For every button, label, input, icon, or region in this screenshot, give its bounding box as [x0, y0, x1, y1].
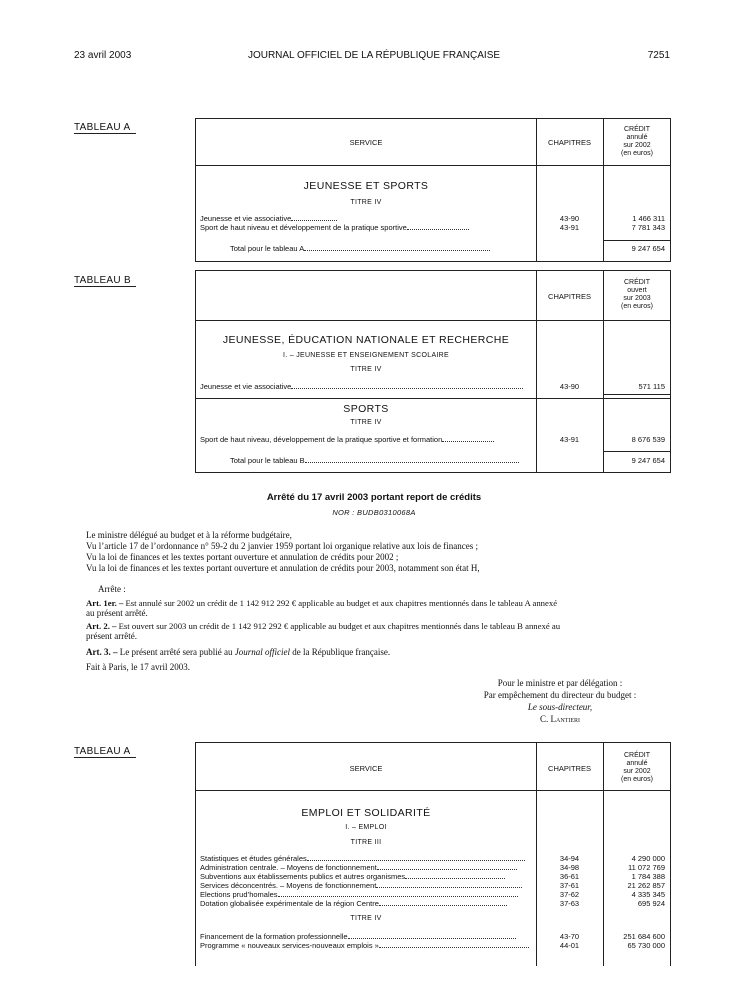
- article-2-cont: présent arrêté.: [86, 631, 137, 641]
- table1-head-credit: CRÉDIT annulé sur 2002 (en euros): [621, 126, 653, 157]
- table2-row2-amount: 8 676 539: [631, 435, 665, 444]
- table3-row5-chapter: 37-62: [559, 890, 580, 899]
- table3-row8-amount: 65 730 000: [627, 941, 665, 950]
- table-row: Jeunesse et vie associative: [200, 214, 337, 223]
- arrete-title: Arrêté du 17 avril 2003 portant report de crédits: [266, 492, 482, 503]
- table-row: Administration centrale. – Moyens de fonctionnement: [200, 863, 517, 872]
- table3-row2-amount: 11 072 769: [628, 863, 665, 872]
- arrete-intro: Le ministre délégué au budget et à la réforme budgétaire,: [86, 530, 292, 540]
- signature-line-2: Par empêchement du directeur du budget :: [483, 690, 637, 700]
- arrete-nor: NOR : BUDB0310068A: [332, 508, 416, 517]
- article-3: Art. 3. – Le présent arrêté sera publié au Journal officiel de la République française.: [86, 647, 391, 657]
- table-row: Sport de haut niveau, développement de la pratique sportive et formation: [200, 435, 494, 444]
- table3-section-title: EMPLOI ET SOLIDARITÉ: [301, 807, 431, 819]
- article-1: Art. 1er. – Est annulé sur 2002 un crédit de 1 142 912 292 € applicable au budget et aux chapitres mentionnés dans le tableau A annexé: [86, 598, 558, 608]
- arrete-vu-1: Vu l’article 17 de l’ordonnance n° 59-2 du 2 janvier 1959 portant loi organique relative aux lois de finances ;: [86, 541, 479, 551]
- table3-row6-chapter: 37-63: [559, 899, 580, 908]
- arrete-fait: Fait à Paris, le 17 avril 2003.: [86, 662, 190, 672]
- table2-head-credit: CRÉDIT ouvert sur 2003 (en euros): [621, 279, 653, 310]
- table2-titre: TITRE IV: [350, 366, 382, 373]
- article-2: Art. 2. – Est ouvert sur 2003 un crédit de 1 142 912 292 € applicable au budget et aux chapitres mentionnés dans le tableau B annexé au: [86, 621, 561, 631]
- table-row: Programme « nouveaux services-nouveaux emplois »: [200, 941, 529, 950]
- table-row: Elections prud’homales: [200, 890, 518, 899]
- table1-head-service: SERVICE: [349, 138, 383, 147]
- table2-section-title: JEUNESSE, ÉDUCATION NATIONALE ET RECHERCHE: [222, 334, 510, 346]
- arrete-vu-2: Vu la loi de finances et les textes portant ouverture et annulation de crédits pour 2002 ;: [86, 552, 399, 562]
- table2-row1-amount: 571 115: [638, 382, 665, 391]
- table2-titre2: TITRE IV: [350, 419, 382, 426]
- table3-label: TABLEAU A: [74, 746, 136, 758]
- arrete-word: Arrête :: [98, 584, 126, 594]
- table-row: Services déconcentrés. – Moyens de fonctionnement: [200, 881, 522, 890]
- table2-total-label: Total pour le tableau B: [230, 456, 519, 465]
- table3-row1-amount: 4 290 000: [631, 854, 665, 863]
- table2-section2-title: SPORTS: [343, 403, 389, 415]
- table3: [195, 742, 671, 966]
- table2-row2-chapter: 43-91: [559, 435, 580, 444]
- table1-titre: TITRE IV: [350, 199, 382, 206]
- table2-total-amount: 9 247 654: [631, 456, 665, 465]
- table2-head-chapitres: CHAPITRES: [548, 292, 591, 301]
- table3-row7-chapter: 43-70: [559, 932, 580, 941]
- table-row: Statistiques et études générales: [200, 854, 525, 863]
- table-row: Dotation globalisée expérimentale de la région Centre: [200, 899, 507, 908]
- table1-row2-amount: 7 781 343: [631, 223, 665, 232]
- table3-head-credit: CRÉDIT annulé sur 2002 (en euros): [621, 752, 653, 783]
- table1-total-label: Total pour le tableau A: [230, 244, 490, 253]
- table2: [195, 270, 671, 473]
- header-date: 23 avril 2003: [74, 50, 132, 61]
- table-row: Sport de haut niveau et développement de la pratique sportive: [200, 223, 469, 232]
- arrete-vu-3: Vu la loi de finances et les textes portant ouverture et annulation de crédits pour 2003, notamment son état H,: [86, 563, 480, 573]
- signature-name: C. Lantieri: [540, 714, 580, 724]
- table3-row4-amount: 21 262 857: [627, 881, 665, 890]
- signature-line-3: Le sous-directeur,: [527, 702, 593, 712]
- header-page-number: 7251: [647, 50, 670, 61]
- table3-titre: TITRE III: [350, 839, 382, 846]
- table3-row4-chapter: 37-61: [559, 881, 580, 890]
- table1: [195, 118, 671, 262]
- header-journal-title: JOURNAL OFFICIEL DE LA RÉPUBLIQUE FRANÇAISE: [247, 50, 501, 61]
- table1-total-amount: 9 247 654: [631, 244, 665, 253]
- table2-label: TABLEAU B: [74, 275, 136, 287]
- table2-row1-chapter: 43-90: [559, 382, 580, 391]
- table-row: Jeunesse et vie associative: [200, 382, 523, 391]
- table1-row2-chapter: 43-91: [559, 223, 580, 232]
- table3-row3-chapter: 36-61: [559, 872, 580, 881]
- table-row: Subventions aux établissements publics et autres organismes: [200, 872, 505, 881]
- article-1-cont: au présent arrêté.: [86, 608, 148, 618]
- table1-head-chapitres: CHAPITRES: [548, 138, 591, 147]
- table3-row1-chapter: 34-94: [559, 854, 580, 863]
- table2-subsection: I. – JEUNESSE ET ENSEIGNEMENT SCOLAIRE: [283, 352, 449, 359]
- table3-row3-amount: 1 784 388: [631, 872, 665, 881]
- table3-row5-amount: 4 335 345: [631, 890, 665, 899]
- table1-label: TABLEAU A: [74, 122, 136, 134]
- table3-head-chapitres: CHAPITRES: [548, 764, 591, 773]
- table3-row6-amount: 695 924: [637, 899, 665, 908]
- table3-row7-amount: 251 684 600: [623, 932, 665, 941]
- signature-line-1: Pour le ministre et par délégation :: [497, 678, 623, 688]
- table3-head-service: SERVICE: [349, 764, 383, 773]
- table3-titre2: TITRE IV: [350, 915, 382, 922]
- table1-row1-chapter: 43-90: [559, 214, 580, 223]
- table1-row1-amount: 1 466 311: [632, 214, 665, 223]
- table1-section-title: JEUNESSE ET SPORTS: [303, 180, 429, 192]
- table3-row2-chapter: 34-98: [559, 863, 580, 872]
- table3-subsection: I. – EMPLOI: [345, 824, 387, 831]
- table3-row8-chapter: 44-01: [559, 941, 580, 950]
- table-row: Financement de la formation professionnelle: [200, 932, 516, 941]
